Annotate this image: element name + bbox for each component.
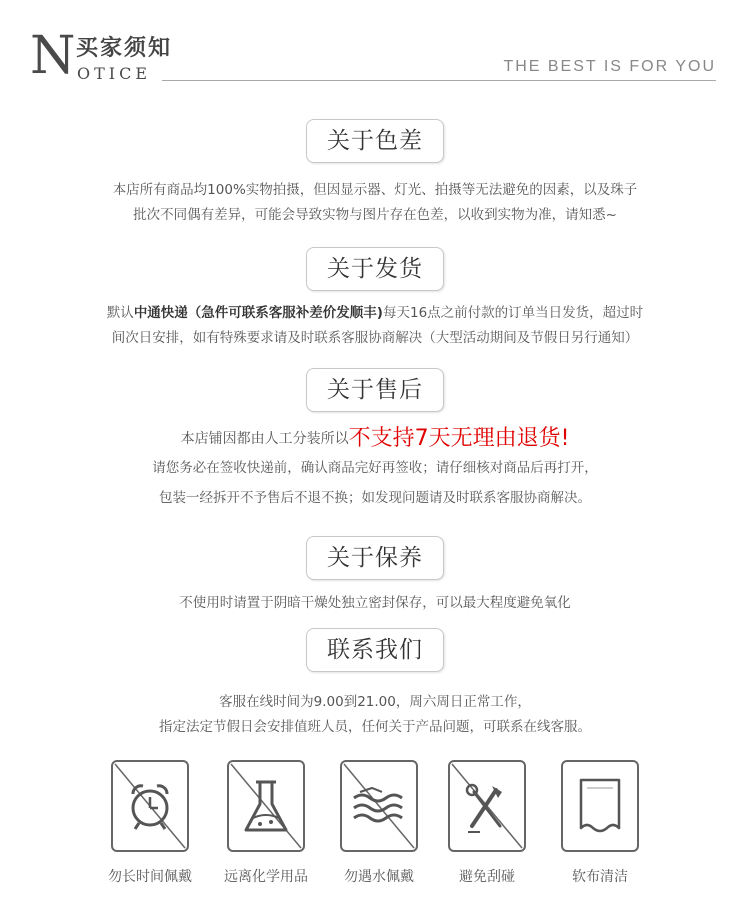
alarm-clock-icon xyxy=(111,760,189,852)
section-body-color xyxy=(60,178,690,228)
care-icons-row xyxy=(0,760,750,900)
section-body-aftersale xyxy=(60,425,690,513)
section-title-shipping: 关于发货 xyxy=(306,247,444,291)
notice-header xyxy=(0,0,750,90)
header-big-letter: N xyxy=(30,26,76,86)
header-tagline: THE BEST IS FOR YOU xyxy=(503,58,716,75)
aftersale-line-3: 包装一经拆开不予售后不退不换；如发现问题请及时联系客服协商解决。 xyxy=(159,490,591,506)
water-icon xyxy=(340,760,418,852)
header-divider xyxy=(162,80,716,81)
section-title-color: 关于色差 xyxy=(306,119,444,163)
section-title-aftersale: 关于售后 xyxy=(306,368,444,412)
care-icon-label: 勿遇水佩戴 xyxy=(344,869,414,885)
section-body-contact xyxy=(60,690,690,740)
shipping-courier: 中通快递（急件可联系客服补差价发顺丰) xyxy=(133,305,383,321)
section-title-contact: 联系我们 xyxy=(306,628,444,672)
care-line-1: 不使用时请置于阴暗干燥处独立密封保存，可以最大程度避免氧化 xyxy=(179,595,571,611)
shipping-cutoff: 每天16点之前付款的订单当日发货，超过时 xyxy=(382,305,644,321)
header-title-en: OTICE xyxy=(77,64,152,83)
aftersale-reason: 本店铺因都由人工分装所以 xyxy=(180,431,349,447)
shipping-line-2: 间次日安排，如有特殊要求请及时联系客服协商解决（大型活动期间及节假日另行通知） xyxy=(111,330,639,346)
care-icon-item xyxy=(431,760,543,886)
care-icon-label: 软布清洁 xyxy=(572,869,628,885)
section-body-shipping xyxy=(60,301,690,351)
no-return-alert: 不支持7天无理由退货! xyxy=(348,426,570,451)
care-icon-label: 远离化学用品 xyxy=(224,869,308,885)
section-title-care: 关于保养 xyxy=(306,536,444,580)
contact-line-2: 指定法定节假日会安排值班人员，任何关于产品问题，可联系在线客服。 xyxy=(159,719,591,735)
chemical-flask-icon xyxy=(227,760,305,852)
header-title-cn: 买家须知 xyxy=(76,36,173,61)
color-line-2: 批次不同偶有差异，可能会导致实物与图片存在色差，以收到实物为准，请知悉~ xyxy=(133,207,617,223)
scratch-tools-icon xyxy=(448,760,526,852)
soft-cloth-icon xyxy=(561,760,639,852)
aftersale-line-2: 请您务必在签收快递前，确认商品完好再签收；请仔细核对商品后再打开， xyxy=(152,460,598,476)
care-icon-item xyxy=(544,760,656,886)
section-body-care xyxy=(60,591,690,616)
shipping-default-label: 默认 xyxy=(106,305,134,321)
care-icon-label: 勿长时间佩戴 xyxy=(108,869,192,885)
contact-line-1: 客服在线时间为9.00到21.00，周六周日正常工作， xyxy=(219,694,531,710)
care-icon-item xyxy=(210,760,322,886)
color-line-1: 本店所有商品均100%实物拍摄，但因显示器、灯光、拍摄等无法避免的因素，以及珠子 xyxy=(112,182,638,198)
care-icon-label: 避免刮碰 xyxy=(459,869,515,885)
aftersale-line-1 xyxy=(60,425,690,453)
shipping-line-1 xyxy=(60,301,690,326)
care-icon-item xyxy=(94,760,206,886)
care-icon-item xyxy=(323,760,435,886)
